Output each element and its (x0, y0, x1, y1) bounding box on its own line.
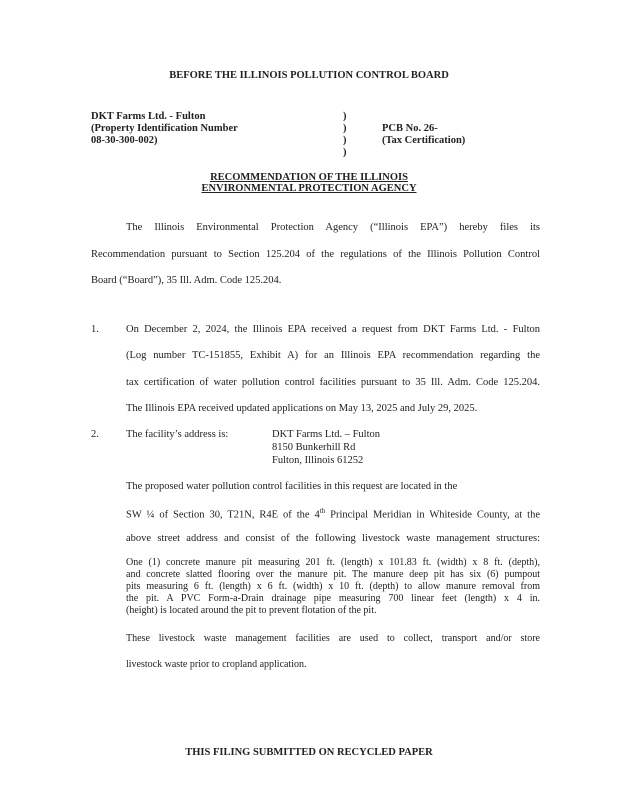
address-line: 8150 Bunkerhill Rd (272, 442, 356, 453)
structure-line: and concrete slatted flooring over the manure pit. The manure deep pit has six (6) pumpout (126, 569, 540, 580)
address-line: Fulton, Illinois 61252 (272, 455, 364, 466)
recommendation-heading-line1: RECOMMENDATION OF THE ILLINOIS (210, 172, 408, 183)
location-line: The proposed water pollution control facilities in this request are located in the (126, 481, 458, 492)
party-name: DKT Farms Ltd. - Fulton (91, 111, 206, 122)
structure-line: pits measuring 6 ft. (length) x 6 ft. (width) x 10 ft. (depth) to allow manure removal from (126, 581, 540, 592)
caption-paren: ) (343, 111, 347, 122)
recommendation-heading-line2: ENVIRONMENTAL PROTECTION AGENCY (201, 183, 417, 194)
structure-line: the pit. A PVC Form-a-Drain drainage pipe measuring 700 linear feet (length) x 4 in. (126, 593, 540, 604)
usage-line: livestock waste prior to cropland application. (126, 659, 307, 670)
structure-line: (height) is located around the pit to prevent flotation of the pit. (126, 605, 377, 616)
caption-paren: ) (343, 123, 347, 134)
location-line: above street address and consist of the following livestock waste management structures: (126, 533, 540, 544)
item1-line: tax certification of water pollution control facilities pursuant to 35 Ill. Adm. Code 125.204. (126, 377, 540, 388)
recycled-paper-footer: THIS FILING SUBMITTED ON RECYCLED PAPER (185, 747, 433, 758)
address-label: The facility’s address is: (126, 429, 229, 440)
usage-line: These livestock waste management facilities are used to collect, transport and/or store (126, 633, 540, 644)
intro-line: Recommendation pursuant to Section 125.204 of the regulations of the Illinois Pollution Control (91, 249, 540, 260)
item-number: 2. (91, 429, 99, 440)
item-number: 1. (91, 324, 99, 335)
case-number: PCB No. 26- (382, 123, 438, 134)
structure-line: One (1) concrete manure pit measuring 201 ft. (length) x 101.83 ft. (width) x 8 ft. (depth), (126, 557, 540, 568)
case-type: (Tax Certification) (382, 135, 466, 146)
board-title: BEFORE THE ILLINOIS POLLUTION CONTROL BOARD (169, 70, 449, 81)
intro-line: The Illinois Environmental Protection Agency (“Illinois EPA”) hereby files its (126, 222, 540, 233)
location-line: SW ¼ of Section 30, T21N, R4E of the 4th Principal Meridian in Whiteside County, at the (126, 507, 540, 521)
address-line: DKT Farms Ltd. – Fulton (272, 429, 381, 440)
item1-line: The Illinois EPA received updated applications on May 13, 2025 and July 29, 2025. (126, 403, 478, 414)
caption-paren: ) (343, 147, 347, 158)
intro-line: Board (“Board”), 35 Ill. Adm. Code 125.204. (91, 275, 282, 286)
item1-line: On December 2, 2024, the Illinois EPA received a request from DKT Farms Ltd. - Fulton (126, 324, 540, 335)
property-id-number: 08-30-300-002) (91, 135, 158, 146)
caption-paren: ) (343, 135, 347, 146)
item1-line: (Log number TC-151855, Exhibit A) for an Illinois EPA recommendation regarding the (126, 350, 540, 361)
property-id-label: (Property Identification Number (91, 123, 238, 134)
